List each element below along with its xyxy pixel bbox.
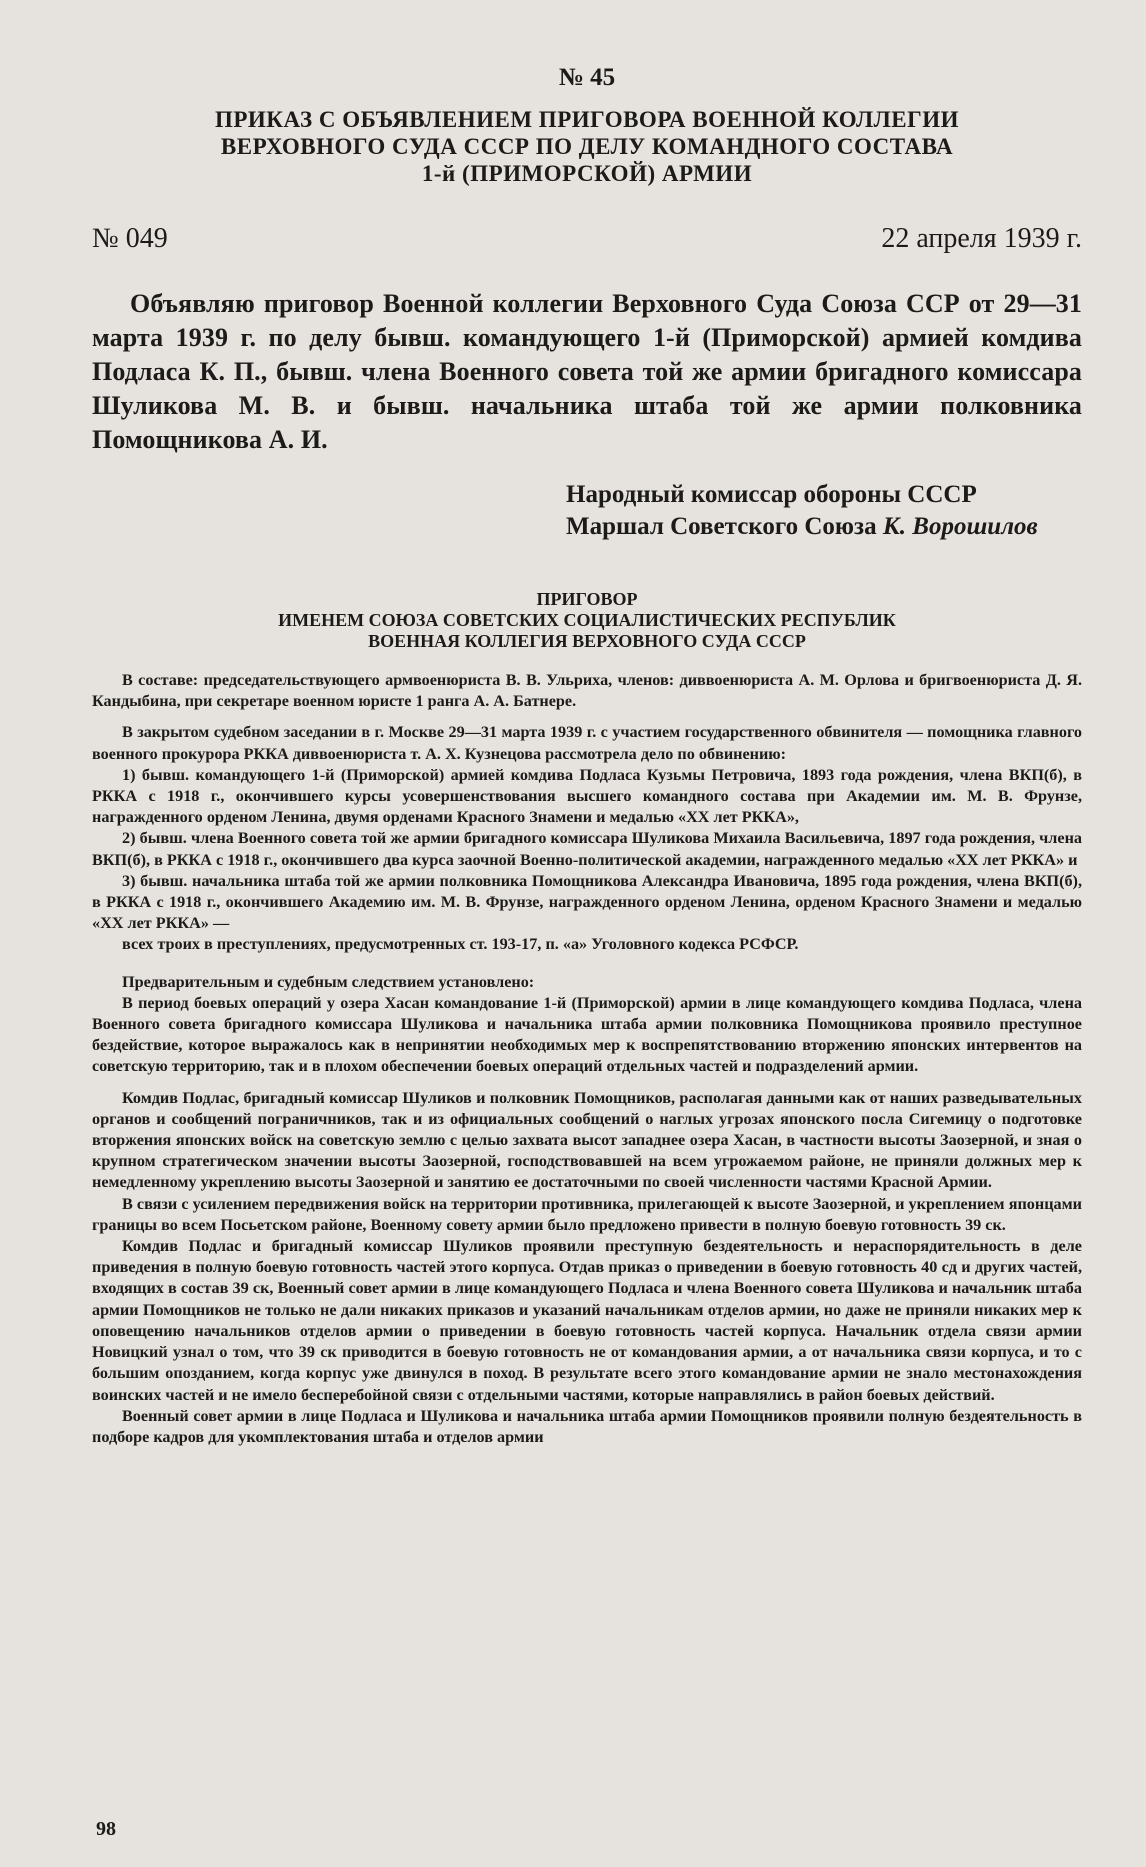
verdict-body <box>92 670 1082 1448</box>
page-content <box>92 64 1082 1448</box>
order-text: Объявляю приговор Военной коллегии Верховного Суда Союза ССР от 29—31 марта 1939 г. по делу бывш. командующего 1-й (Приморской) армией комдива Подласа К. П., бывш. члена Военного совета той же армии бригадного комиссара Шуликова М. В. и бывш. начальника штаба той же армии полковника Помощникова А. И. <box>92 289 1082 454</box>
signature-block <box>566 479 1082 543</box>
title-line: ПРИКАЗ С ОБЪЯВЛЕНИЕМ ПРИГОВОРА ВОЕННОЙ КОЛЛЕГИИ <box>214 107 960 132</box>
verdict-heading-line: ИМЕНЕМ СОЮЗА СОВЕТСКИХ СОЦИАЛИСТИЧЕСКИХ РЕСПУБЛИК <box>278 610 896 630</box>
page-number: 98 <box>96 1818 116 1840</box>
verdict-paragraph: В составе: председательствующего армвоенюриста В. В. Ульриха, членов: диввоенюриста А. М. Орлова и бригвоенюриста Д. Я. Кандыбина, при секретаре военном юристе 1 ранга А. А. Батнере. <box>92 671 1082 711</box>
title-line: 1-й (ПРИМОРСКОЙ) АРМИИ <box>421 161 753 186</box>
document-title <box>122 106 1052 187</box>
verdict-paragraph: В связи с усилением передвижения войск на территории противника, прилегающей к высоте Заозерной, и укреплением японцами границы во всем Посьетском районе, Военному совету армии было предложено привести в полную боевую готовность 39 ск. <box>92 1194 1082 1234</box>
verdict-paragraph: В закрытом судебном заседании в г. Москве 29—31 марта 1939 г. с участием государственного обвинителя — помощника главного военного прокурора РККА диввоенюриста т. А. Х. Кузнецова рассмотрела дело по обвинению: <box>92 723 1082 763</box>
signature-rank: Маршал Советского Союза <box>566 513 883 540</box>
signature-rank-line <box>566 511 1082 543</box>
order-number: № 049 <box>92 223 168 254</box>
order-announcement <box>92 287 1082 457</box>
verdict-heading-line: ПРИГОВОР <box>536 589 638 609</box>
title-line: ВЕРХОВНОГО СУДА СССР ПО ДЕЛУ КОМАНДНОГО СОСТАВА <box>220 134 954 159</box>
verdict-paragraph: 3) бывш. начальника штаба той же армии полковника Помощникова Александра Ивановича, 1895 года рождения, члена ВКП(б), в РККА с 1918 г., окончившего Академию им. М. В. Фрунзе, награжденного орденом Ленина, орденом Красного Знамени и медалью «XX лет РККА» — <box>92 871 1082 933</box>
signature-title: Народный комиссар обороны СССР <box>566 481 977 508</box>
signature-name: К. Ворошилов <box>882 513 1038 540</box>
order-header <box>92 223 1082 255</box>
verdict-heading <box>92 589 1082 652</box>
verdict-paragraph: 1) бывш. командующего 1-й (Приморской) армией комдива Подласа Кузьмы Петровича, 1893 года рождения, члена ВКП(б), в РККА с 1918 г., окончившего курсы усовершенствования высшего командного состава при Академии им. М. В. Фрунзе, награжденного орденом Ленина, двумя орденами Красного Знамени и медалью «XX лет РККА», <box>92 765 1082 827</box>
verdict-paragraph: Военный совет армии в лице Подласа и Шуликова и начальника штаба армии Помощников проявили полную бездеятельность в подборе кадров для укомплектования штаба и отделов армии <box>92 1406 1082 1446</box>
verdict-paragraph: 2) бывш. члена Военного совета той же армии бригадного комиссара Шуликова Михаила Васильевича, 1897 года рождения, члена ВКП(б), в РККА с 1918 г., окончившего два курса заочной Военно-политической академии, награжденного медалью «XX лет РККА» и <box>92 829 1082 869</box>
document-number: № 45 <box>558 64 616 91</box>
verdict-paragraph: Предварительным и судебным следствием установлено: <box>122 972 535 991</box>
order-date: 22 апреля 1939 г. <box>881 223 1082 254</box>
verdict-heading-line: ВОЕННАЯ КОЛЛЕГИЯ ВЕРХОВНОГО СУДА СССР <box>368 631 806 651</box>
verdict-paragraph: Комдив Подлас и бригадный комиссар Шуликов проявили преступную бездеятельность и нераспорядительность в деле приведения в полную боевую готовность частей этого корпуса. Отдав приказ о приведении в боевую готовность 40 сд и других частей, входящих в состав 39 ск, Военный совет армии в лице командующего Подласа и члена Военного совета Шуликова и начальник штаба армии Помощников не только не дали никаких приказов и указаний начальникам отделов армии, но даже не приняли никаких мер к оповещению начальников отделов армии о приведении в боевую готовность частей корпуса. Начальник отдела связи армии Новицкий узнал о том, что 39 ск приводится в боевую готовность не от командования армии, а от начальника связи корпуса, и то с большим опозданием, когда корпус уже двинулся в поход. В результате всего этого командование армии не знало местонахождения воинских частей и не имело бесперебойной связи с отдельными частями, которые направлялись в район боевых действий. <box>92 1237 1082 1404</box>
verdict-paragraph: всех троих в преступлениях, предусмотренных ст. 193-17, п. «а» Уголовного кодекса РСФСР. <box>122 935 799 954</box>
verdict-paragraph: В период боевых операций у озера Хасан командование 1-й (Приморской) армии в лице командующего комдива Подласа, члена Военного совета бригадного комиссара Шуликова и начальника штаба армии полковника Помощникова проявило преступное бездействие, которое выражалось как в непринятии необходимых мер к воспрепятствованию вторжению японских интервентов на советскую территорию, так и в плохом обеспечении боевых операций отдельных частей и подразделений армии. <box>92 993 1082 1076</box>
verdict-paragraph: Комдив Подлас, бригадный комиссар Шуликов и полковник Помощников, располагая данными как от наших разведывательных органов и сообщений пограничников, так и из официальных сообщений о наглых угрозах японского посла Сигемицу о подготовке вторжения японских войск на советскую землю с целью захвата высот западнее озера Хасан, в частности высоты Заозерной, и зная о крупном стратегическом значении высоты Заозерной, господствовавшей на всем угрожаемом районе, не приняли должных мер к немедленному укреплению высоты Заозерной и занятию ее достаточными по своей численности частями Красной Армии. <box>92 1088 1082 1192</box>
